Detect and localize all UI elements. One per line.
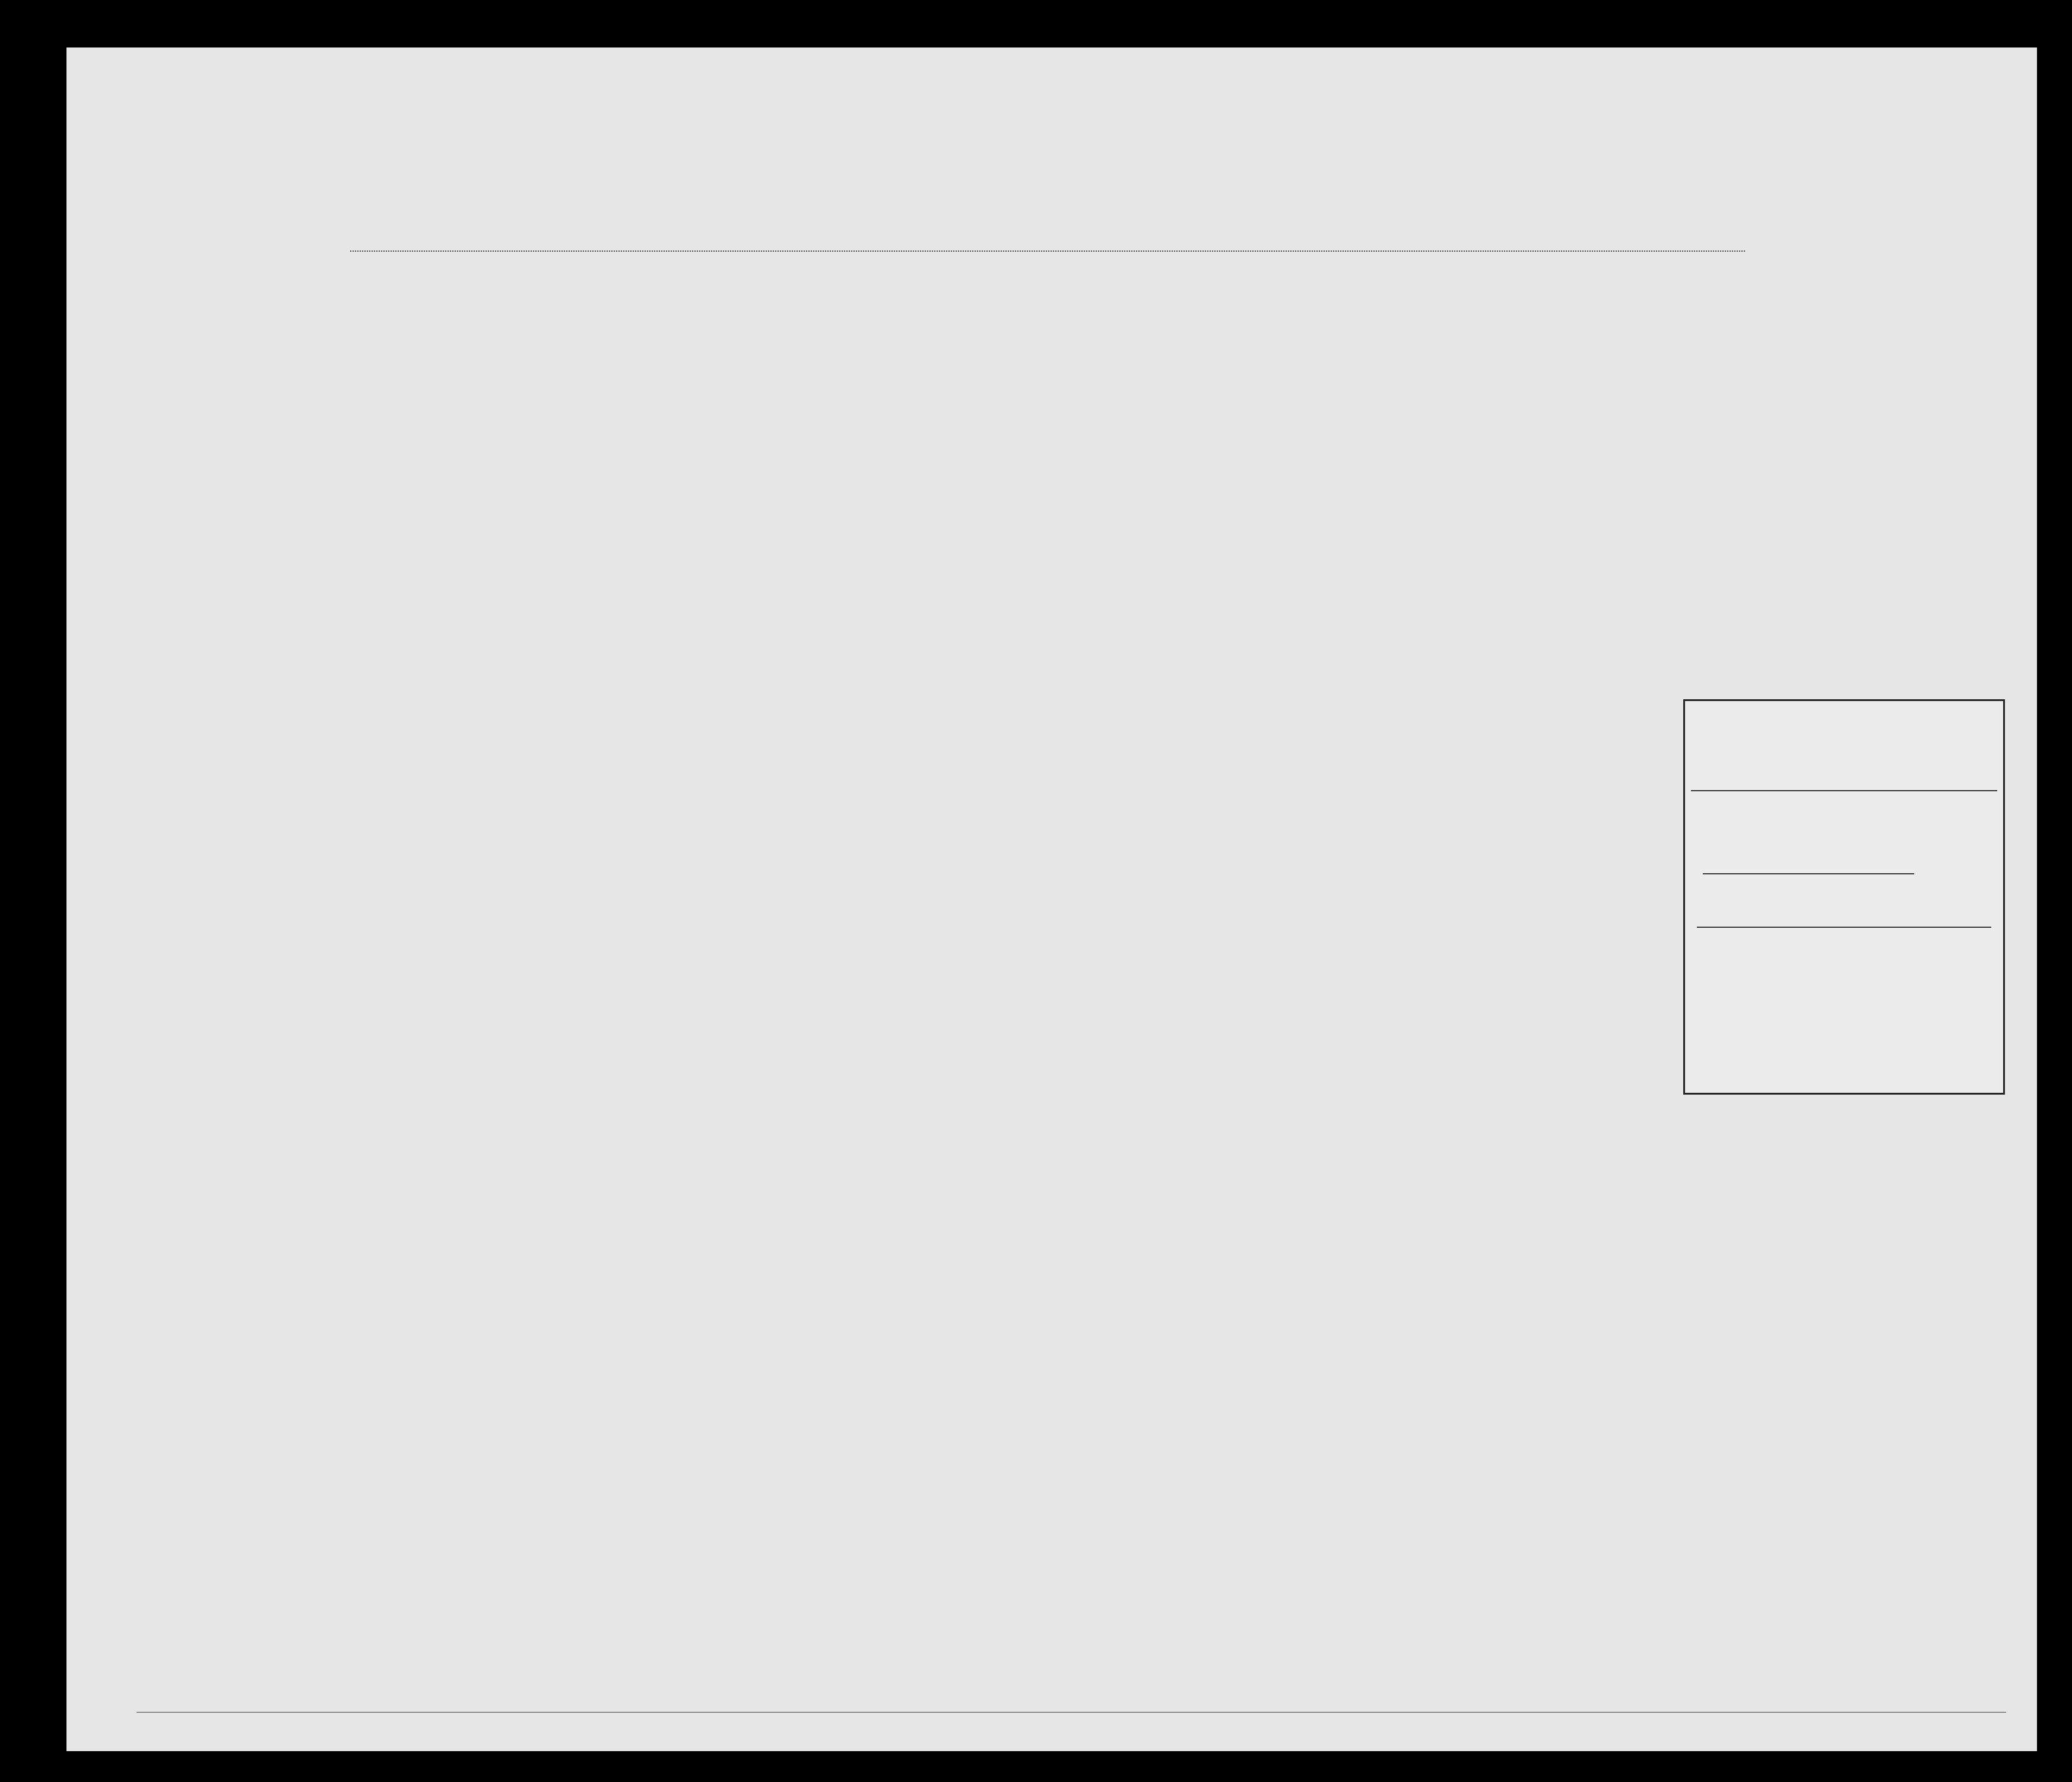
black-seal-icon: [1689, 1291, 1890, 1493]
footer-rule: [137, 1712, 2006, 1713]
visa-stamp: [1683, 699, 2005, 1095]
